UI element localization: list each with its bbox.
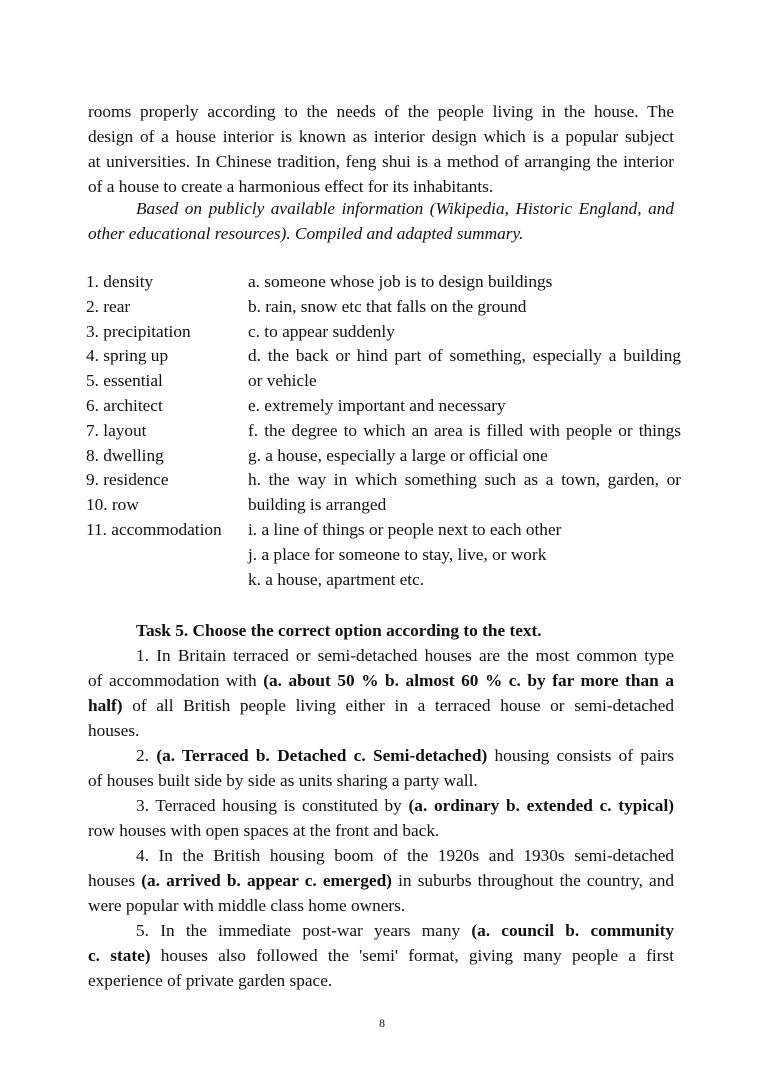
vocab-definition: c. to appear suddenly — [248, 321, 395, 341]
text-line — [88, 221, 674, 246]
bold-options: (a. ordinary b. extended c. typical) — [408, 796, 674, 815]
vocab-row — [86, 468, 681, 493]
vocab-row — [86, 369, 681, 394]
vocab-definition: i. a line of things or people next to each other — [248, 519, 562, 539]
vocab-definition: d. the back or hind part of something, especially a building — [248, 346, 681, 366]
intro-paragraph — [88, 99, 674, 199]
text-line — [88, 943, 674, 968]
text-line — [88, 768, 674, 793]
vocab-word: 8. dwelling — [86, 445, 164, 465]
text-line — [88, 918, 674, 943]
bold-options: half) — [88, 696, 123, 715]
text-segment: 3. Terraced housing is constituted by — [136, 796, 409, 815]
vocab-row — [86, 295, 681, 320]
bold-options: (a. about 50 % b. almost 60 % c. by far more than a — [263, 671, 674, 690]
text-segment: of accommodation with — [88, 671, 264, 690]
text-segment: houses — [88, 871, 142, 890]
text-segment: housing consists of pairs — [487, 746, 674, 765]
text-line — [88, 149, 674, 174]
text-line — [88, 743, 674, 768]
source-note — [88, 196, 674, 246]
vocabulary-matching-list — [86, 270, 681, 592]
vocab-definition: building is arranged — [248, 495, 387, 515]
vocab-row — [86, 444, 681, 469]
text-line — [88, 968, 674, 993]
vocab-definition: g. a house, especially a large or official one — [248, 445, 548, 465]
text-segment: were popular with middle class home owners. — [88, 896, 406, 915]
vocab-definition: e. extremely important and necessary — [248, 395, 506, 415]
vocab-word: 5. essential — [86, 371, 163, 391]
vocab-word: 10. row — [86, 495, 139, 515]
vocab-word: 9. residence — [86, 470, 169, 490]
vocab-definition: b. rain, snow etc that falls on the ground — [248, 296, 527, 316]
vocab-definition: h. the way in which something such as a town, garden, or — [248, 470, 681, 490]
vocab-row — [86, 493, 681, 518]
text-line — [88, 196, 674, 221]
text-line — [88, 618, 674, 643]
vocab-word: 3. precipitation — [86, 321, 191, 341]
bold-options: Task 5. Choose the correct option according to the text. — [136, 621, 542, 640]
vocab-word: 11. accommodation — [86, 519, 222, 539]
vocab-row — [86, 270, 681, 295]
text-line — [88, 843, 674, 868]
vocab-word: 7. layout — [86, 420, 147, 440]
text-line — [88, 693, 674, 718]
text-line — [88, 893, 674, 918]
vocab-row — [86, 394, 681, 419]
vocab-row — [86, 543, 681, 568]
text-segment: at universities. In Chinese tradition, feng shui is a method of arranging the interior — [88, 152, 674, 171]
vocab-definition: j. a place for someone to stay, live, or work — [248, 544, 547, 564]
vocab-row — [86, 518, 681, 543]
text-line — [88, 868, 674, 893]
vocab-definition: or vehicle — [248, 371, 317, 391]
text-line — [88, 818, 674, 843]
vocab-row — [86, 568, 681, 593]
text-segment: Based on publicly available information (Wikipedia, Historic England, and — [136, 199, 674, 218]
text-segment: design of a house interior is known as interior design which is a popular subject — [88, 127, 674, 146]
text-segment: 2. — [136, 746, 157, 765]
vocab-row — [86, 320, 681, 345]
text-line — [88, 124, 674, 149]
vocab-word: 4. spring up — [86, 346, 169, 366]
text-segment: in suburbs throughout the country, and — [391, 871, 674, 890]
vocab-definition: f. the degree to which an area is filled with people or things — [248, 420, 681, 440]
task-5 — [88, 618, 674, 993]
page-number: 8 — [379, 1016, 385, 1030]
text-segment: of a house to create a harmonious effect for its inhabitants. — [88, 177, 494, 196]
vocab-row — [86, 344, 681, 369]
text-segment: 1. In Britain terraced or semi-detached houses are the most common type — [136, 646, 674, 665]
bold-options: (a. council b. community — [471, 921, 674, 940]
text-segment: of all British people living either in a terraced house or semi-detached — [122, 696, 674, 715]
text-segment: 5. In the immediate post-war years many — [136, 921, 472, 940]
vocab-word: 6. architect — [86, 395, 163, 415]
bold-options: (a. arrived b. appear c. emerged) — [141, 871, 392, 890]
text-segment: row houses with open spaces at the front and back. — [88, 821, 440, 840]
text-segment: houses also followed the 'semi' format, giving many people a first — [150, 946, 674, 965]
text-line — [88, 793, 674, 818]
vocab-row — [86, 419, 681, 444]
text-line — [88, 718, 674, 743]
text-segment: 4. In the British housing boom of the 1920s and 1930s semi-detached — [136, 846, 674, 865]
bold-options: (a. Terraced b. Detached c. Semi-detached) — [156, 746, 488, 765]
text-segment: experience of private garden space. — [88, 971, 333, 990]
text-line — [88, 643, 674, 668]
text-segment: of houses built side by side as units sharing a party wall. — [88, 771, 478, 790]
text-line — [88, 668, 674, 693]
bold-options: c. state) — [88, 946, 151, 965]
vocab-word: 2. rear — [86, 296, 131, 316]
vocab-word — [86, 543, 248, 568]
text-segment: other educational resources). Compiled and adapted summary. — [88, 224, 524, 243]
vocab-definition: a. someone whose job is to design buildings — [248, 272, 553, 291]
text-segment: rooms properly according to the needs of the people living in the house. The — [88, 102, 674, 121]
text-segment: houses. — [88, 721, 140, 740]
vocab-word: 1. density — [86, 272, 154, 291]
vocab-definition: k. a house, apartment etc. — [248, 569, 425, 589]
text-line — [88, 99, 674, 124]
vocab-word — [86, 568, 248, 593]
